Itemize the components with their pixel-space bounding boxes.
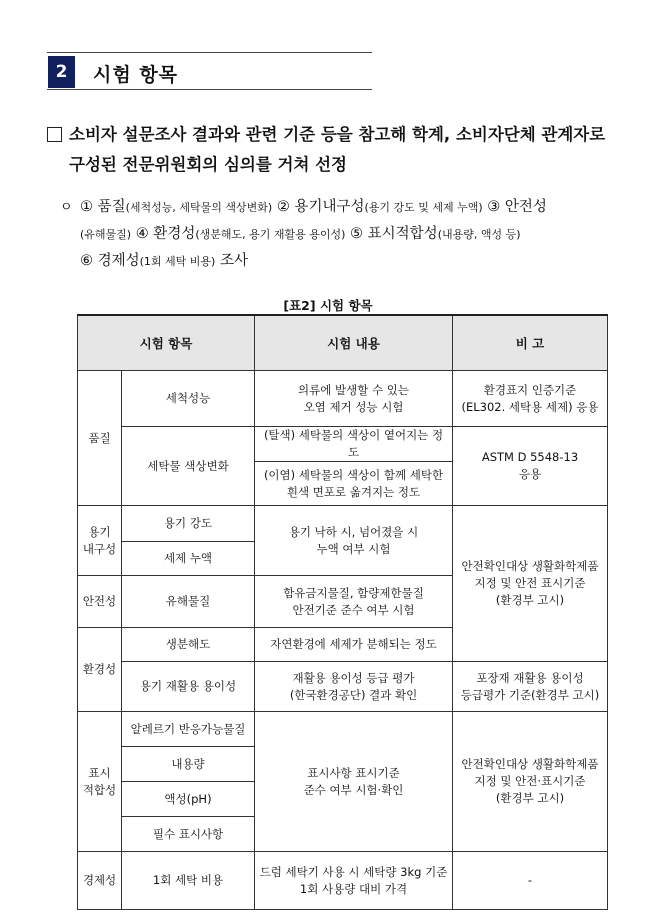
content-container: 용기 낙하 시, 넘어졌을 시 누액 여부 시험 (255, 506, 453, 576)
sub-bullet (60, 194, 620, 275)
item-required: 필수 표시사항 (122, 817, 255, 852)
table-row (78, 852, 608, 910)
item-leak: 세제 누액 (122, 542, 255, 576)
table-row (78, 712, 608, 747)
note-recycle: 포장재 재활용 용이성 등급평가 기준(환경부 고시) (453, 662, 608, 712)
section-title: 시험 항목 (93, 64, 179, 86)
header-rule-top (47, 52, 372, 53)
content-bio: 자연환경에 세제가 분해되는 정도 (255, 628, 453, 662)
item-wash: 세척성능 (122, 371, 255, 427)
content-color-2: (이염) 세탁물의 색상이 함께 세탁한 흰색 면포로 옮겨지는 정도 (255, 462, 453, 506)
note-wash: 환경표지 인증기준 (EL302. 세탁용 세제) 응용 (453, 371, 608, 427)
sub-bullet-segment: ④ 환경성 (131, 226, 196, 242)
sub-bullet-segment: (용기 강도 및 세제 누액) (364, 201, 483, 214)
item-strength: 용기 강도 (122, 506, 255, 542)
sub-bullet-segment: (유해물질) (80, 228, 132, 241)
intro-bullet (47, 120, 627, 180)
header-test-content: 시험 내용 (255, 315, 453, 371)
sub-bullet-segment: (생분해도, 용기 재활용 용이성) (195, 228, 346, 241)
content-color-1: (탈색) 세탁물의 색상이 옅어지는 정도 (255, 427, 453, 462)
table-header-row (78, 315, 608, 371)
intro-line-2: 구성된 전문위원회의 심의를 거쳐 선정 (69, 155, 348, 174)
note-color: ASTM D 5548-13 응용 (453, 427, 608, 506)
sub-bullet-line-1 (60, 194, 620, 221)
content-cost: 드럼 세탁기 사용 시 세탁량 3kg 기준 1회 사용량 대비 가격 (255, 852, 453, 910)
note-label: 안전확인대상 생활화학제품 지정 및 안전·표시기준 (환경부 고시) (453, 712, 608, 852)
category-container: 용기 내구성 (78, 506, 122, 576)
content-wash: 의류에 발생할 수 있는 오염 제거 성능 시험 (255, 371, 453, 427)
table-row (78, 506, 608, 542)
sub-bullet-line-2 (60, 221, 620, 248)
sub-bullet-segment: ① 품질 (80, 199, 126, 215)
item-cost: 1회 세탁 비용 (122, 852, 255, 910)
item-volume: 내용량 (122, 747, 255, 782)
note-cost: - (453, 852, 608, 910)
category-env: 환경성 (78, 628, 122, 712)
category-label: 표시 적합성 (78, 712, 122, 852)
item-bio: 생분해도 (122, 628, 255, 662)
sub-bullet-segment: ③ 안전성 (482, 199, 547, 215)
table-row (78, 427, 608, 462)
content-hazard: 함유금지물질, 함량제한물질 안전기준 준수 여부 시험 (255, 576, 453, 628)
sub-bullet-segment: (세척성능, 세탁물의 색상변화) (125, 201, 273, 214)
header-rule-bottom (47, 89, 372, 90)
circle-bullet-icon: ㅇ (60, 200, 73, 215)
item-hazard: 유해물질 (122, 576, 255, 628)
item-recycle: 용기 재활용 용이성 (122, 662, 255, 712)
category-safety: 안전성 (78, 576, 122, 628)
note-safety: 안전확인대상 생활화학제품 지정 및 안전 표시기준 (환경부 고시) (453, 506, 608, 662)
sub-bullet-segment: ② 용기내구성 (272, 199, 365, 215)
table-row (78, 371, 608, 427)
item-color: 세탁물 색상변화 (122, 427, 255, 506)
sub-bullet-segment: ⑤ 표시적합성 (345, 226, 438, 242)
header-test-item: 시험 항목 (78, 315, 255, 371)
item-ph: 액성(pH) (122, 782, 255, 817)
item-allergen: 알레르기 반응가능물질 (122, 712, 255, 747)
test-items-table (77, 314, 608, 910)
square-bullet-icon (47, 127, 62, 142)
sub-bullet-segment: (내용량, 액성 등) (437, 228, 521, 241)
category-quality: 품질 (78, 371, 122, 506)
intro-line-1: 소비자 설문조사 결과와 관련 기준 등을 참고해 학계, 소비자단체 관계자로 (69, 125, 606, 144)
sub-bullet-segment: 조사 (215, 253, 248, 269)
table-caption: [표2] 시험 항목 (283, 298, 373, 313)
content-recycle: 재활용 용이성 등급 평가 (한국환경공단) 결과 확인 (255, 662, 453, 712)
sub-bullet-segment: ⑥ 경제성 (80, 253, 140, 269)
table-row (78, 662, 608, 712)
sub-bullet-line-3 (60, 248, 620, 275)
section-number: 2 (48, 56, 75, 88)
category-econ: 경제성 (78, 852, 122, 910)
content-label: 표시사항 표시기준 준수 여부 시험·확인 (255, 712, 453, 852)
sub-bullet-segment: (1회 세탁 비용) (139, 255, 216, 268)
header-note: 비 고 (453, 315, 608, 371)
